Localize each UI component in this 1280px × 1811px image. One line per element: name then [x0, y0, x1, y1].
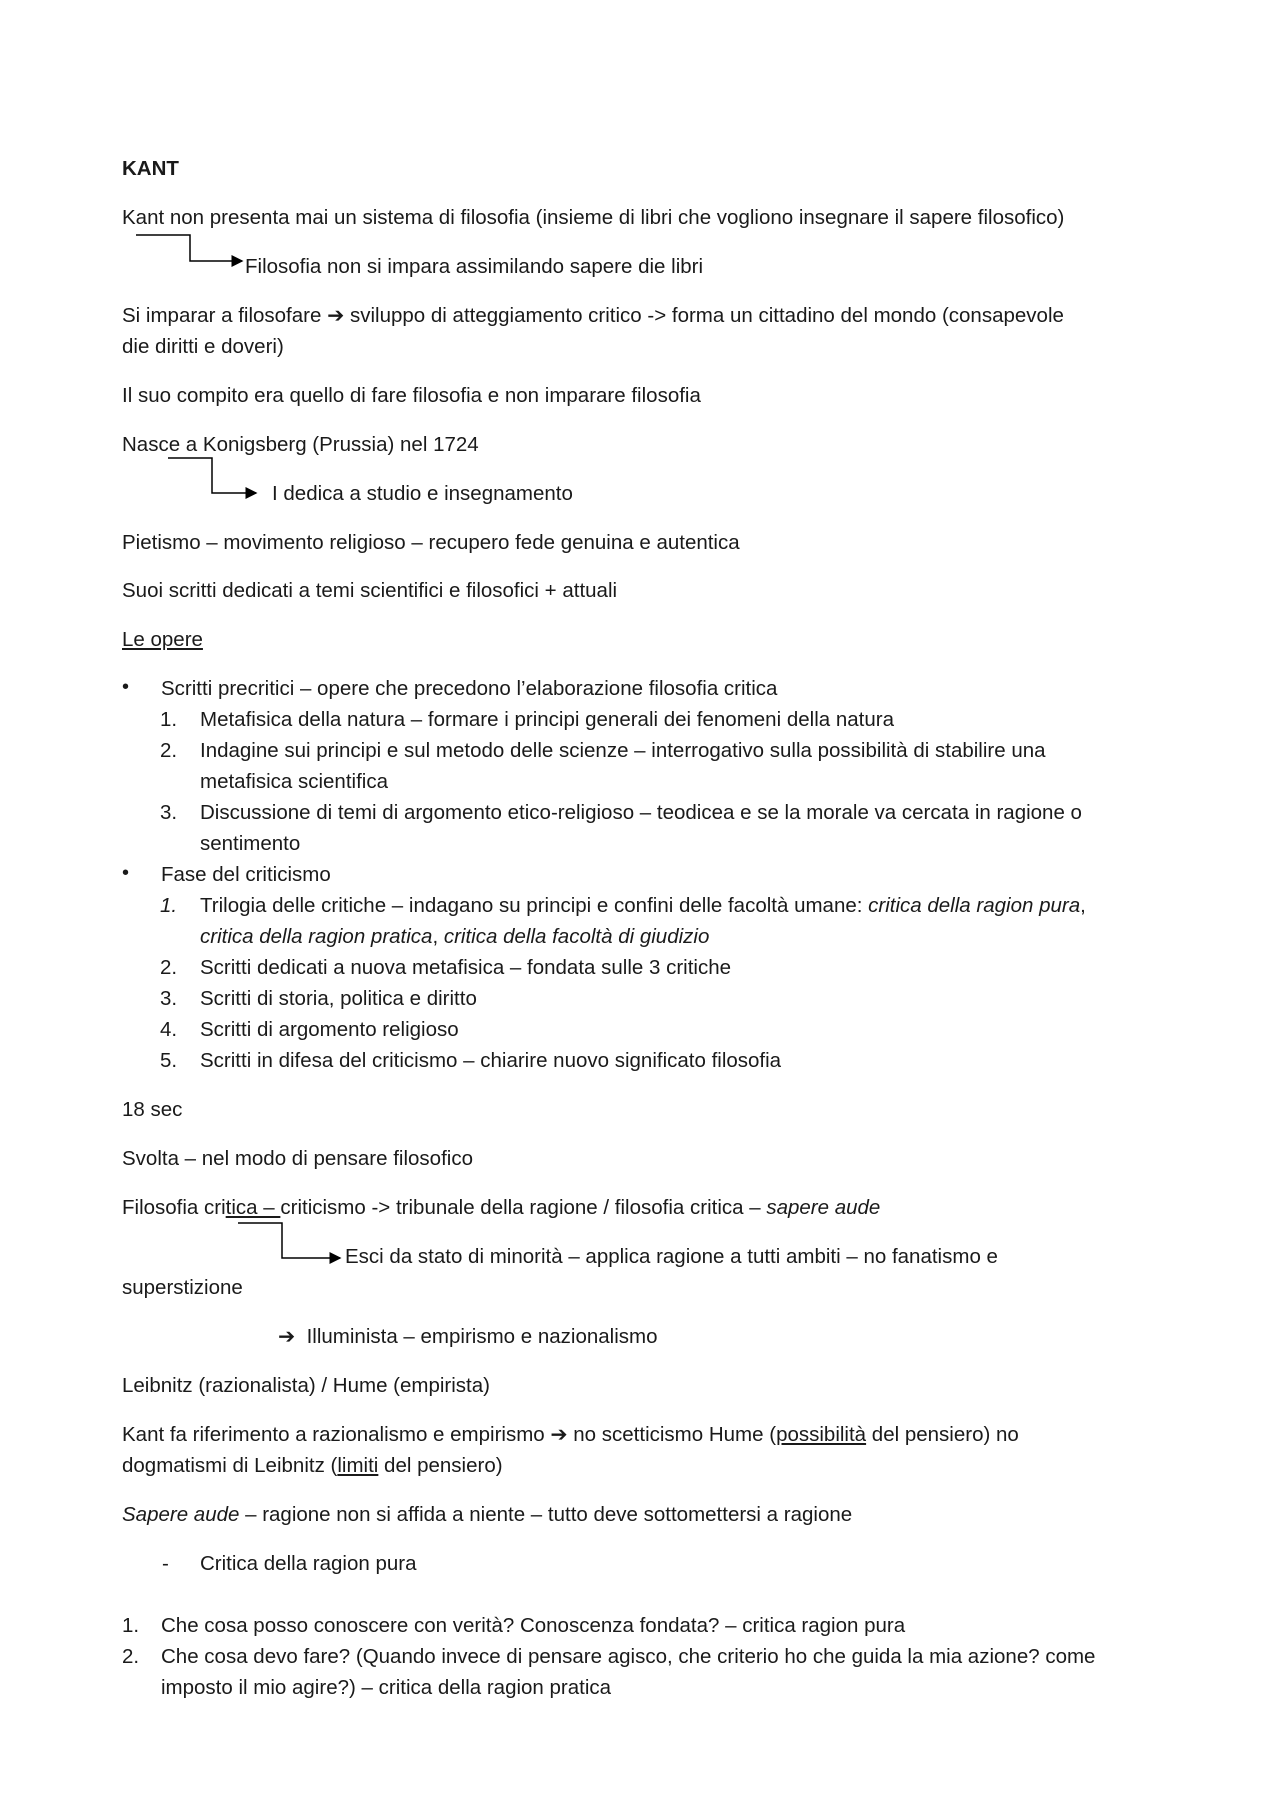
paragraph-6: Suoi scritti dedicati a temi scientifici e filosofici + attuali — [122, 579, 618, 602]
list-number: 2. — [122, 1645, 140, 1668]
elbow-arrow-2 — [168, 458, 256, 493]
paragraph-2-b: sviluppo di atteggiamento critico -> forma un cittadino del mondo (consapevole — [344, 304, 1064, 327]
paragraph-12-f: limiti — [337, 1454, 379, 1477]
paragraph-13 — [122, 1502, 852, 1528]
arrow-bullet-line — [278, 1324, 658, 1350]
paragraph-3: Il suo compito era quello di fare filosofia e non imparare filosofia — [122, 384, 701, 407]
paragraph-12-a: Kant fa riferimento a razionalismo e empirismo — [122, 1423, 551, 1446]
paragraph-9-c: criticismo -> tribunale della ragione / filosofia critica – — [280, 1196, 767, 1219]
paragraph-9-d: sapere aude — [766, 1196, 881, 1219]
list-item: Scritti di storia, politica e diritto — [200, 987, 477, 1010]
list-number: 3. — [160, 987, 178, 1010]
list-number: 4. — [160, 1018, 178, 1041]
list-item-cont: critica della ragion pratica, critica della facoltà di giudizio — [200, 925, 710, 948]
elbow-arrow-1 — [136, 235, 242, 261]
paragraph-9-sub: Esci da stato di minorità – applica ragione a tutti ambiti – no fanatismo e — [345, 1245, 998, 1268]
bullet-item-1: Scritti precritici – opere che precedono l’elaborazione filosofia critica — [161, 677, 778, 700]
paragraph-7: 18 sec — [122, 1098, 183, 1121]
right-arrow-icon: ➔ — [278, 1325, 296, 1348]
list-item: Indagine sui principi e sul metodo delle scienze – interrogativo sulla possibilità di stabilire una — [200, 739, 1046, 762]
list-number: 3. — [160, 801, 178, 824]
paragraph-9 — [122, 1195, 880, 1221]
paragraph-2-a: Si imparar a filosofare — [122, 304, 328, 327]
paragraph-9-b: tica – — [225, 1196, 281, 1219]
paragraph-1: Kant non presenta mai un sistema di filosofia (insieme di libri che vogliono insegnare il sapere filosofico) — [122, 206, 1065, 229]
list-item: Scritti di argomento religioso — [200, 1018, 459, 1041]
paragraph-1-sub: Filosofia non si impara assimilando sapere die libri — [245, 255, 704, 278]
paragraph-12-d: del pensiero) no — [866, 1423, 1019, 1446]
question-1: Che cosa posso conoscere con verità? Conoscenza fondata? – critica ragion pura — [161, 1614, 906, 1637]
list-number: 2. — [160, 956, 178, 979]
paragraph-5: Pietismo – movimento religioso – recupero fede genuina e autentica — [122, 531, 740, 554]
paragraph-4-sub: I dedica a studio e insegnamento — [272, 482, 573, 505]
paragraph-2-cont: die diritti e doveri) — [122, 335, 284, 358]
list-item-cont: sentimento — [200, 832, 301, 855]
list-item-italic: critica della ragion pratica — [200, 925, 433, 948]
paragraph-9-a: Filosofia cri — [122, 1196, 226, 1219]
paragraph-12-g: del pensiero) — [378, 1454, 503, 1477]
bullet-icon: • — [122, 862, 130, 884]
list-number: 5. — [160, 1049, 178, 1072]
list-item: Discussione di temi di argomento etico-religioso – teodicea e se la morale va cercata in ragione o — [200, 801, 1082, 824]
list-number: 1. — [160, 894, 178, 917]
paragraph-9-cont: superstizione — [122, 1276, 243, 1299]
list-item-text: Trilogia delle critiche – indagano su principi e confini delle facoltà umane: — [200, 894, 869, 917]
list-item-cont: metafisica scientifica — [200, 770, 388, 793]
paragraph-2 — [122, 303, 1064, 329]
list-item: Scritti in difesa del criticismo – chiarire nuovo significato filosofia — [200, 1049, 782, 1072]
question-2: Che cosa devo fare? (Quando invece di pensare agisco, che criterio ho che guida la mia azione? come — [161, 1645, 1096, 1668]
paragraph-13-b: – ragione non si affida a niente – tutto deve sottomettersi a ragione — [239, 1503, 853, 1526]
list-number: 2. — [160, 739, 178, 762]
paragraph-11: Leibnitz (razionalista) / Hume (empirista) — [122, 1374, 490, 1397]
paragraph-8: Svolta – nel modo di pensare filosofico — [122, 1147, 473, 1170]
opere-heading: Le opere — [122, 628, 203, 651]
right-arrow-icon: ➔ — [550, 1423, 568, 1446]
list-item: Trilogia delle critiche – indagano su principi e confini delle facoltà umane: critica della ragion pura, — [200, 894, 1086, 917]
paragraph-13-a: Sapere aude — [122, 1503, 240, 1526]
right-arrow-icon: ➔ — [327, 304, 345, 327]
list-item: Metafisica della natura – formare i principi generali dei fenomeni della natura — [200, 708, 894, 731]
dash-bullet: - — [162, 1552, 169, 1575]
arrow-bullet-text: Illuminista – empirismo e nazionalismo — [306, 1325, 658, 1348]
dash-item: Critica della ragion pura — [200, 1552, 417, 1575]
paragraph-12-c: possibilità — [776, 1423, 867, 1446]
list-item-italic: critica della ragion pura — [868, 894, 1081, 917]
elbow-arrow-3 — [238, 1223, 340, 1258]
list-item-italic: critica della facoltà di giudizio — [443, 925, 710, 948]
paragraph-12-cont — [122, 1453, 503, 1479]
list-number: 1. — [160, 708, 178, 731]
page-title: KANT — [122, 157, 179, 180]
question-2-cont: imposto il mio agire?) – critica della ragion pratica — [161, 1676, 612, 1699]
list-item: Scritti dedicati a nuova metafisica – fondata sulle 3 critiche — [200, 956, 731, 979]
list-number: 1. — [122, 1614, 140, 1637]
paragraph-12-b: no scetticismo Hume ( — [567, 1423, 777, 1446]
paragraph-12-e: dogmatismi di Leibnitz ( — [122, 1454, 338, 1477]
paragraph-12 — [122, 1422, 1019, 1448]
bullet-item-2: Fase del criticismo — [161, 863, 331, 886]
bullet-icon: • — [122, 676, 130, 698]
paragraph-4: Nasce a Konigsberg (Prussia) nel 1724 — [122, 433, 479, 456]
